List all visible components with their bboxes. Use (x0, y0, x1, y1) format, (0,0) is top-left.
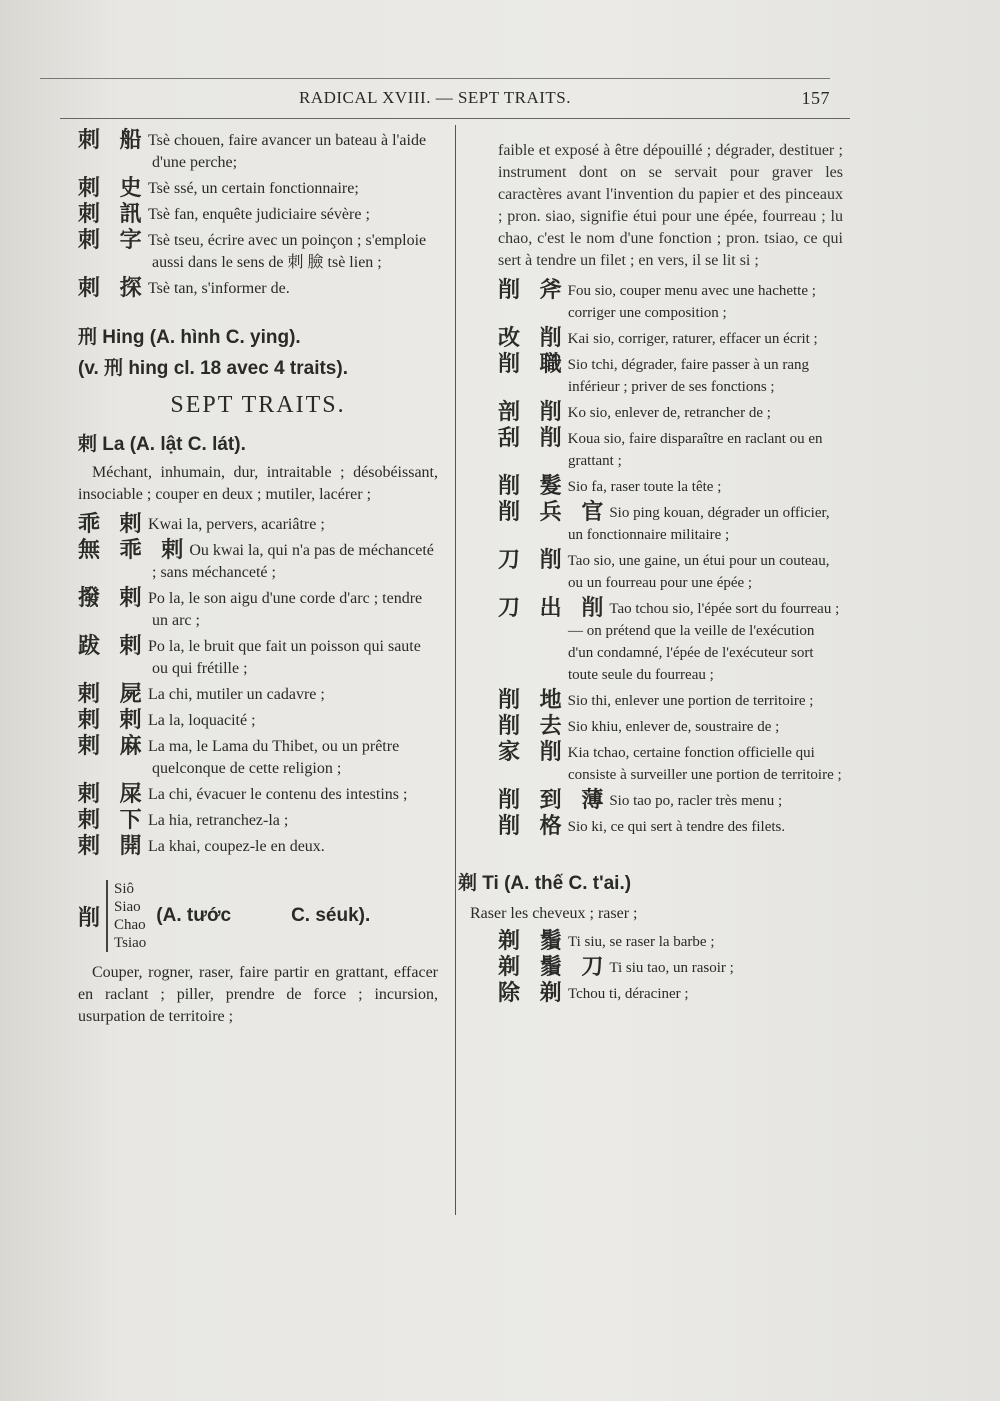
entry-characters: 削 斧 (498, 278, 568, 303)
entry-characters: 刺 訊 (78, 202, 148, 227)
entry-definition: La chi, mutiler un cadavre ; (148, 686, 325, 703)
entry-definition: Tao sio, une gaine, un étui pour un couteau, ou un fourreau pour une épée ; (567, 553, 830, 591)
entry-definition: Tsè ssé, un certain fonctionnaire; (148, 180, 359, 197)
entry-definition: Tchou ti, déraciner ; (568, 986, 689, 1002)
entry-characters: 剌 屍 (78, 682, 148, 707)
header-underline (60, 118, 850, 119)
entry-definition: Koua sio, faire disparaître en raclant ou en grattant ; (567, 431, 823, 469)
entry-definition: Kia tchao, certaine fonction officielle qui consiste à surveiller une portion de territoire ; (567, 745, 842, 783)
entry-characters: 剌 開 (78, 834, 148, 859)
entry-row (498, 742, 843, 786)
hing-heading: 刑 Hing (A. hình C. ying). (78, 327, 301, 348)
entry-definition: Sio fa, raser toute la tête ; (567, 479, 722, 495)
entry-definition: Ti siu tao, un rasoir ; (609, 960, 734, 976)
entry-row (498, 476, 843, 498)
entry-row (78, 540, 438, 584)
entry-row (78, 230, 438, 274)
entry-characters: 剖 削 (498, 400, 568, 425)
entry-definition: Tsè fan, enquête judiciaire sévère ; (148, 206, 370, 223)
entry-row (498, 983, 843, 1005)
entry-characters: 剌 下 (78, 808, 148, 833)
entry-characters: 撥 剌 (78, 586, 148, 611)
entry-definition: Sio ki, ce qui sert à tendre des filets. (567, 819, 786, 835)
entry-definition: Tsè tseu, écrire avec un poinçon ; s'emploie aussi dans le sens de 刺 臉 tsè lien ; (148, 232, 427, 271)
entry-characters: 刮 削 (498, 426, 568, 451)
entry-row (78, 514, 438, 536)
entry-row (498, 502, 843, 546)
entry-definition: Po la, le bruit que fait un poisson qui saute ou qui frétille ; (148, 638, 421, 677)
entry-characters: 剃 鬚 (498, 929, 568, 954)
entry-row (498, 957, 843, 979)
la-definition: Méchant, inhumain, dur, intraitable ; désobéissant, insociable ; couper en deux ; mutiler, lacérer ; (78, 464, 438, 503)
entry-definition: Tsè tan, s'informer de. (148, 280, 290, 297)
entry-row (78, 810, 438, 832)
entry-characters: 刺 字 (78, 228, 148, 253)
entry-row (498, 790, 843, 812)
entry-definition: Fou sio, couper menu avec une hachette ; corriger une composition ; (567, 283, 816, 321)
entry-characters: 刺 船 (78, 128, 148, 153)
entry-definition: Sio tchi, dégrader, faire passer à un rang inférieur ; priver de ses fonctions ; (567, 357, 810, 395)
entry-row (498, 328, 843, 350)
sio-annamite: (A. tước (156, 905, 232, 926)
entry-row (498, 402, 843, 424)
entry-characters: 除 剃 (498, 981, 568, 1006)
entry-definition: La chi, évacuer le contenu des intestins ; (148, 786, 408, 803)
entry-row (78, 636, 438, 680)
top-rule (40, 78, 830, 79)
running-header (40, 88, 830, 112)
sio-readings (106, 880, 146, 952)
entry-definition: La khai, coupez-le en deux. (148, 838, 325, 855)
entry-definition: Kai sio, corriger, raturer, effacer un écrit ; (567, 331, 818, 347)
entry-characters: 刺 探 (78, 276, 148, 301)
entry-definition: Sio khiu, enlever de, soustraire de ; (567, 719, 780, 735)
sio-reading: Chao (114, 917, 146, 933)
entry-definition: Ou kwai la, qui n'a pas de méchanceté ; sans méchanceté ; (152, 542, 434, 581)
entry-characters: 削 地 (498, 688, 568, 713)
entry-characters: 無 乖 剌 (78, 538, 190, 563)
sio-char: 削 (78, 905, 101, 931)
sio-reading: Siao (114, 899, 141, 915)
entry-row (78, 204, 438, 226)
entry-row (78, 684, 438, 706)
entry-characters: 改 削 (498, 326, 568, 351)
hing-crossref: (v. 刑 hing cl. 18 avec 4 traits). (78, 358, 348, 379)
sio-heading (78, 880, 438, 952)
page-number: 157 (801, 88, 830, 108)
entry-characters: 削 職 (498, 352, 568, 377)
sio-reading: Tsiao (114, 935, 147, 951)
entry-definition: Tao tchou sio, l'épée sort du fourreau ; — on prétend que la veille de l'exécution d'un condamné, l'épée de l'exécuteur sort toute seule du fourreau ; (568, 601, 840, 683)
entry-characters: 削 去 (498, 714, 568, 739)
entry-characters: 剌 剌 (78, 708, 148, 733)
entry-row (498, 598, 843, 686)
entry-row (78, 836, 438, 858)
entry-definition: La la, loquacité ; (148, 712, 256, 729)
entry-row (498, 428, 843, 472)
ti-entries (498, 931, 843, 1005)
entry-characters: 乖 剌 (78, 512, 148, 537)
entry-definition: Ti siu, se raser la barbe ; (568, 934, 715, 950)
entry-row (78, 710, 438, 732)
entry-definition: Ko sio, enlever de, retrancher de ; (567, 405, 771, 421)
sio-entries (498, 280, 843, 838)
entry-characters: 剃 鬚 刀 (498, 955, 610, 980)
entry-characters: 家 削 (498, 740, 568, 765)
entry-characters: 刺 史 (78, 176, 148, 201)
entry-characters: 剌 屎 (78, 782, 148, 807)
entry-characters: 刀 出 削 (498, 596, 610, 621)
entry-row (498, 354, 843, 398)
entry-definition: La ma, le Lama du Thibet, ou un prêtre quelconque de cette religion ; (148, 738, 400, 777)
entry-row (498, 280, 843, 324)
entry-definition: La hia, retranchez-la ; (148, 812, 289, 829)
sio-definition-continued: faible et exposé à être dépouillé ; dégrader, destituer ; instrument dont on se servait pour graver les caractères avant l'invention du papier et des pinceaux ; pron. siao, signifie étui pour une épée, fourreau ; lu chao, c'est le nom d'une fonction ; pron. tsiao, ce qui sert à tendre un filet ; en vers, il se lit si ; (498, 142, 843, 269)
ti-definition: Raser les cheveux ; raser ; (470, 905, 638, 922)
entry-definition: Tsè chouen, faire avancer un bateau à l'aide d'une perche; (148, 132, 427, 171)
entry-row (498, 550, 843, 594)
entry-characters: 跋 剌 (78, 634, 148, 659)
entry-row (78, 736, 438, 780)
entry-definition: Po la, le son aigu d'une corde d'arc ; tendre un arc ; (148, 590, 423, 629)
left-column (78, 130, 438, 1028)
header-title: RADICAL XVIII. — SEPT TRAITS. (298, 88, 572, 107)
ti-heading: 剃 Ti (A. thế C. t'ai.) (458, 873, 632, 894)
left-top-entries (78, 130, 438, 300)
entry-row (498, 816, 843, 838)
entry-definition: Sio ping kouan, dégrader un officier, un fonctionnaire militaire ; (568, 505, 830, 543)
entry-characters: 削 兵 官 (498, 500, 610, 525)
entry-characters: 削 髮 (498, 474, 568, 499)
la-heading: 剌 La (A. lật C. lát). (78, 434, 246, 455)
entry-row (78, 130, 438, 174)
sio-cantonese: C. séuk). (291, 905, 371, 926)
entry-characters: 削 格 (498, 814, 568, 839)
right-column (458, 140, 843, 1009)
entry-definition: Kwai la, pervers, acariâtre ; (148, 516, 325, 533)
entry-row (498, 931, 843, 953)
la-entries (78, 514, 438, 858)
section-title: SEPT TRAITS. (170, 392, 346, 418)
entry-row (498, 716, 843, 738)
entry-row (78, 178, 438, 200)
entry-characters: 剌 麻 (78, 734, 148, 759)
entry-definition: Sio tao po, racler très menu ; (609, 793, 783, 809)
sio-reading: Siô (114, 881, 135, 897)
sio-definition: Couper, rogner, raser, faire partir en grattant, effacer en raclant ; piller, prendre de force ; incursion, usurpation de territoire ; (78, 964, 438, 1025)
entry-definition: Sio thi, enlever une portion de territoire ; (567, 693, 814, 709)
entry-characters: 削 到 薄 (498, 788, 610, 813)
entry-row (78, 588, 438, 632)
column-divider (455, 125, 456, 1215)
entry-characters: 刀 削 (498, 548, 568, 573)
entry-row (78, 278, 438, 300)
entry-row (498, 690, 843, 712)
entry-row (78, 784, 438, 806)
